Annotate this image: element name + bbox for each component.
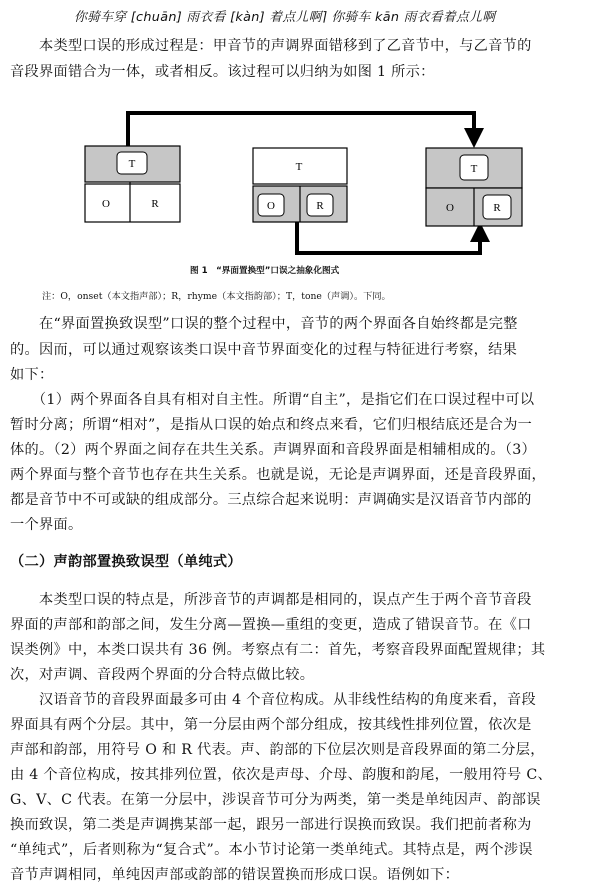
tail-line-10: 换而致误，第二类是声调携某部一起，跟另一部进行误换而致误。我们把前者称为	[10, 817, 532, 833]
tail-line-5: 汉语音节的音段界面最多可由 4 个音位构成。从非线性结构的角度来看，音段	[10, 692, 537, 708]
tail-line-9: G、V、C 代表。在第一分层中，涉误音节可分为两类，第一类是单纯因声、韵部误	[10, 792, 541, 808]
tail-line-3: 误类例》中，本类口误共有 36 例。考察点有二：首先，考察音段界面配置规律；其	[10, 642, 546, 658]
middle-onset-label: O	[267, 200, 275, 212]
tail-line-11: “单纯式”，后者则称为“复合式”。本小节讨论第一类单纯式。其特点是，两个涉误	[10, 842, 533, 858]
left-onset-label: O	[102, 198, 110, 210]
top-arrow	[128, 113, 474, 146]
section-heading: （二）声韵部置换致误型（单纯式）	[10, 554, 242, 570]
figure-1-diagram	[0, 0, 598, 270]
body-line-2: 的。因而，可以通过观察该类口误中音节界面变化的过程与特征进行考察，结果	[10, 342, 518, 358]
middle-rhyme-label: R	[316, 200, 324, 212]
left-tone-label: T	[128, 158, 136, 170]
right-onset-label: O	[446, 202, 454, 214]
example-line: 你骑车穿 [chuān] 雨衣看 [kàn] 着点儿啊⌉ 你骑车 kān 雨衣看着点儿啊	[74, 10, 496, 25]
middle-tone-label: T	[295, 161, 303, 173]
syllable-box-middle	[253, 148, 347, 222]
intro-line-1: 本类型口误的形成过程是：甲音节的声调界面错移到了乙音节中，与乙音节的	[10, 38, 532, 54]
figure-caption: 图 1 “界面置换型”口误之抽象化图式	[190, 266, 340, 276]
right-rhyme-label: R	[493, 202, 501, 214]
intro-line-2: 音段界面错合为一体，或者相反。该过程可以归纳为如图 1 所示：	[10, 64, 435, 80]
body-line-1: 在“界面置换致误型”口误的整个过程中，音节的两个界面各自始终都是完整	[10, 316, 518, 332]
right-tone-label: T	[470, 163, 478, 175]
syllable-box-left	[85, 146, 180, 222]
figure-note: 注：O，onset（本文指声部）；R，rhyme（本文指韵部）；T，tone（声调）。下同。	[42, 291, 391, 302]
body-line-7: 两个界面与整个音节也存在共生关系。也就是说，无论是声调界面，还是音段界面，	[10, 467, 547, 483]
tail-line-4: 次，对声调、音段两个界面的分合特点做比较。	[10, 667, 315, 683]
tail-line-8: 由 4 个音位构成，按其排列位置，依次是声母、介母、韵腹和韵尾，一般用符号 C、	[10, 767, 552, 783]
left-rhyme-label: R	[151, 198, 159, 210]
tail-line-7: 声部和韵部，用符号 O 和 R 代表。声、韵部的下位层次则是音段界面的第二分层，	[10, 742, 545, 758]
tail-line-12: 音节声调相同，单纯因声部或韵部的错误置换而形成口误。语例如下：	[10, 867, 460, 883]
body-line-4: （1）两个界面各自具有相对自主性。所谓“自主”，是指它们在口误过程中可以	[10, 392, 535, 408]
body-line-8: 都是音节中不可或缺的组成部分。三点综合起来说明：声调确实是汉语音节内部的	[10, 492, 532, 508]
syllable-box-right	[426, 148, 522, 226]
body-line-3: 如下：	[10, 367, 54, 383]
bottom-arrow	[297, 222, 480, 253]
tail-line-2: 界面的声部和韵部之间，发生分离—置换—重组的变更，造成了错误音节。在《口	[10, 617, 532, 633]
tail-line-1: 本类型口误的特点是，所涉音节的声调都是相同的，误点产生于两个音节音段	[10, 592, 532, 608]
body-line-6: 体的。（2）两个界面之间存在共生关系。声调界面和音段界面是相辅相成的。（3）	[10, 442, 537, 458]
tail-line-6: 界面具有两个分层。其中，第一分层由两个部分组成，按其线性排列位置，依次是	[10, 717, 532, 733]
body-line-5: 暂时分离；所谓“相对”，是指从口误的始点和终点来看，它们归根结底还是合为一	[10, 417, 533, 433]
body-line-9: 一个界面。	[10, 517, 83, 533]
